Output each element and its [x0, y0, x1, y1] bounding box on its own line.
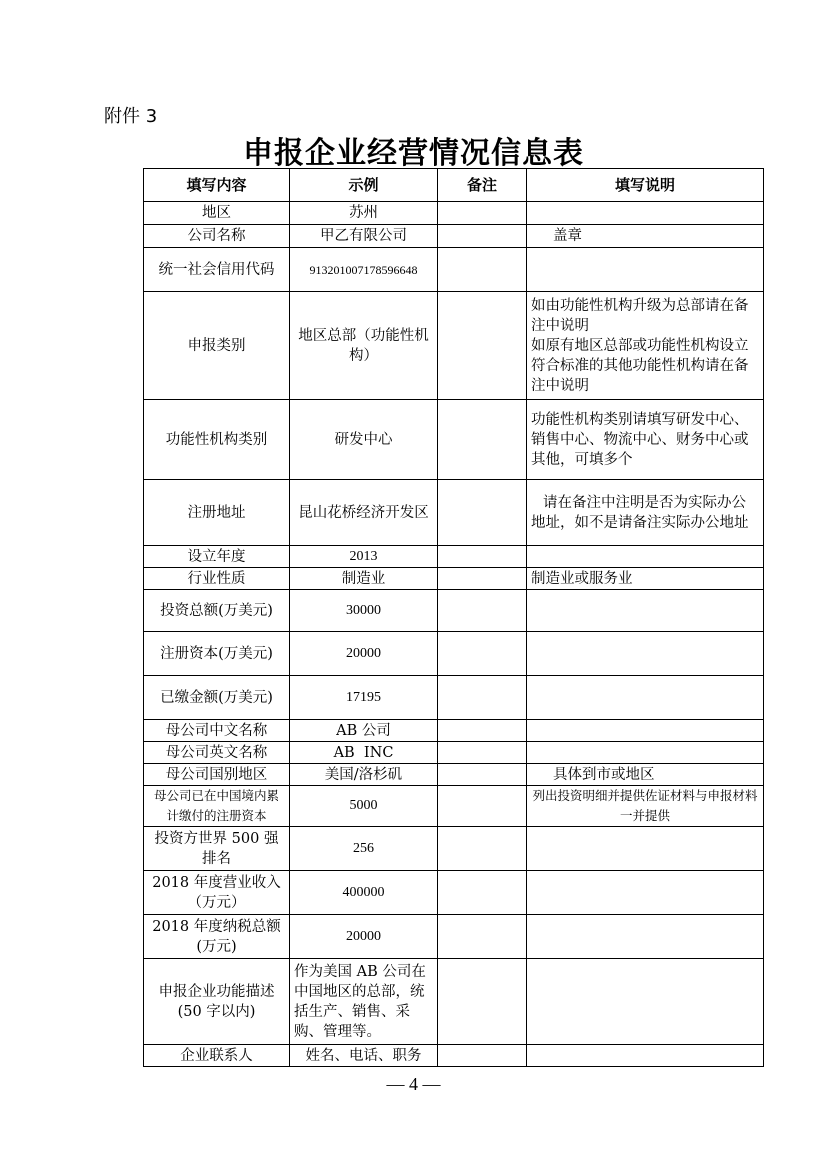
note-cell[interactable] — [438, 546, 527, 568]
instruction-cell — [527, 590, 764, 632]
example-value: AB INC — [290, 742, 438, 764]
instruction-cell: 具体到市或地区 — [527, 764, 764, 786]
table-row — [144, 742, 764, 764]
example-value: 研发中心 — [290, 400, 438, 480]
example-value: AB 公司 — [290, 720, 438, 742]
instruction-cell — [527, 915, 764, 959]
example-value: 17195 — [290, 676, 438, 720]
table-row — [144, 827, 764, 871]
note-cell[interactable] — [438, 786, 527, 827]
note-cell[interactable] — [438, 590, 527, 632]
table-row — [144, 764, 764, 786]
field-label: 母公司国别地区 — [144, 764, 290, 786]
info-table — [143, 168, 764, 1067]
example-value: 20000 — [290, 632, 438, 676]
example-value: 地区总部（功能性机构） — [290, 292, 438, 400]
instruction-cell: 列出投资明细并提供佐证材料与申报材料一并提供 — [527, 786, 764, 827]
table-row — [144, 915, 764, 959]
instruction-cell — [527, 546, 764, 568]
table-row — [144, 292, 764, 400]
example-value: 美国/洛杉矶 — [290, 764, 438, 786]
table-row — [144, 400, 764, 480]
note-cell[interactable] — [438, 292, 527, 400]
field-label: 已缴金额(万美元) — [144, 676, 290, 720]
field-label: 功能性机构类别 — [144, 400, 290, 480]
note-cell[interactable] — [438, 248, 527, 292]
example-value: 400000 — [290, 871, 438, 915]
instruction-cell: 功能性机构类别请填写研发中心、销售中心、物流中心、财务中心或其他，可填多个 — [527, 400, 764, 480]
instruction-cell — [527, 676, 764, 720]
instruction-cell — [527, 720, 764, 742]
table-row — [144, 225, 764, 248]
instruction-cell — [527, 871, 764, 915]
instruction-cell — [527, 1045, 764, 1067]
table-row — [144, 959, 764, 1045]
field-label: 注册地址 — [144, 480, 290, 546]
field-label: 投资总额(万美元) — [144, 590, 290, 632]
field-label: 申报类别 — [144, 292, 290, 400]
table-row — [144, 1045, 764, 1067]
table-row — [144, 786, 764, 827]
table-row — [144, 590, 764, 632]
note-cell[interactable] — [438, 764, 527, 786]
instruction-cell — [527, 202, 764, 225]
field-label: 投资方世界 500 强排名 — [144, 827, 290, 871]
instruction-cell — [527, 248, 764, 292]
example-value: 制造业 — [290, 568, 438, 590]
note-cell[interactable] — [438, 1045, 527, 1067]
example-value: 20000 — [290, 915, 438, 959]
note-cell[interactable] — [438, 676, 527, 720]
example-value: 30000 — [290, 590, 438, 632]
table-row — [144, 720, 764, 742]
note-cell[interactable] — [438, 915, 527, 959]
header-field: 填写内容 — [144, 169, 290, 202]
attachment-label: 附件 3 — [104, 106, 158, 127]
instruction-cell — [527, 632, 764, 676]
instruction-cell — [527, 827, 764, 871]
note-cell[interactable] — [438, 720, 527, 742]
instruction-cell: 制造业或服务业 — [527, 568, 764, 590]
table-header-row — [144, 169, 764, 202]
note-cell[interactable] — [438, 871, 527, 915]
table-row — [144, 202, 764, 225]
field-label: 母公司已在中国境内累计缴付的注册资本 — [144, 786, 290, 827]
note-cell[interactable] — [438, 225, 527, 248]
field-label: 设立年度 — [144, 546, 290, 568]
header-note: 备注 — [438, 169, 527, 202]
instruction-cell: 请在备注中注明是否为实际办公地址，如不是请备注实际办公地址 — [527, 480, 764, 546]
example-value: 5000 — [290, 786, 438, 827]
note-cell[interactable] — [438, 568, 527, 590]
field-label: 企业联系人 — [144, 1045, 290, 1067]
table-row — [144, 568, 764, 590]
instruction-cell: 盖章 — [527, 225, 764, 248]
field-label: 申报企业功能描述(50 字以内) — [144, 959, 290, 1045]
instruction-cell: 如由功能性机构升级为总部请在备注中说明 如原有地区总部或功能性机构设立符合标准的其他功能性机构请在备注中说明 — [527, 292, 764, 400]
field-label: 母公司中文名称 — [144, 720, 290, 742]
example-value: 913201007178596648 — [290, 248, 438, 292]
example-value: 苏州 — [290, 202, 438, 225]
note-cell[interactable] — [438, 480, 527, 546]
field-label: 注册资本(万美元) — [144, 632, 290, 676]
field-label: 统一社会信用代码 — [144, 248, 290, 292]
example-value: 昆山花桥经济开发区 — [290, 480, 438, 546]
note-cell[interactable] — [438, 632, 527, 676]
page-number: — 4 — — [386, 1074, 441, 1094]
field-label: 母公司英文名称 — [144, 742, 290, 764]
example-value: 姓名、电话、职务 — [290, 1045, 438, 1067]
table-row — [144, 632, 764, 676]
example-value: 作为美国 AB 公司在中国地区的总部，统括生产、销售、采购、管理等。 — [290, 959, 438, 1045]
note-cell[interactable] — [438, 400, 527, 480]
header-instruction: 填写说明 — [527, 169, 764, 202]
note-cell[interactable] — [438, 742, 527, 764]
field-label: 行业性质 — [144, 568, 290, 590]
table-row — [144, 676, 764, 720]
field-label: 地区 — [144, 202, 290, 225]
table-row — [144, 480, 764, 546]
example-value: 256 — [290, 827, 438, 871]
field-label: 2018 年度营业收入（万元） — [144, 871, 290, 915]
table-row — [144, 248, 764, 292]
example-value: 甲乙有限公司 — [290, 225, 438, 248]
form-title: 申报企业经营情况信息表 — [243, 136, 584, 171]
instruction-cell — [527, 742, 764, 764]
note-cell[interactable] — [438, 827, 527, 871]
example-value: 2013 — [290, 546, 438, 568]
field-label: 公司名称 — [144, 225, 290, 248]
table-row — [144, 871, 764, 915]
note-cell[interactable] — [438, 202, 527, 225]
header-example: 示例 — [290, 169, 438, 202]
instruction-cell — [527, 959, 764, 1045]
field-label: 2018 年度纳税总额(万元) — [144, 915, 290, 959]
table-row — [144, 546, 764, 568]
note-cell[interactable] — [438, 959, 527, 1045]
